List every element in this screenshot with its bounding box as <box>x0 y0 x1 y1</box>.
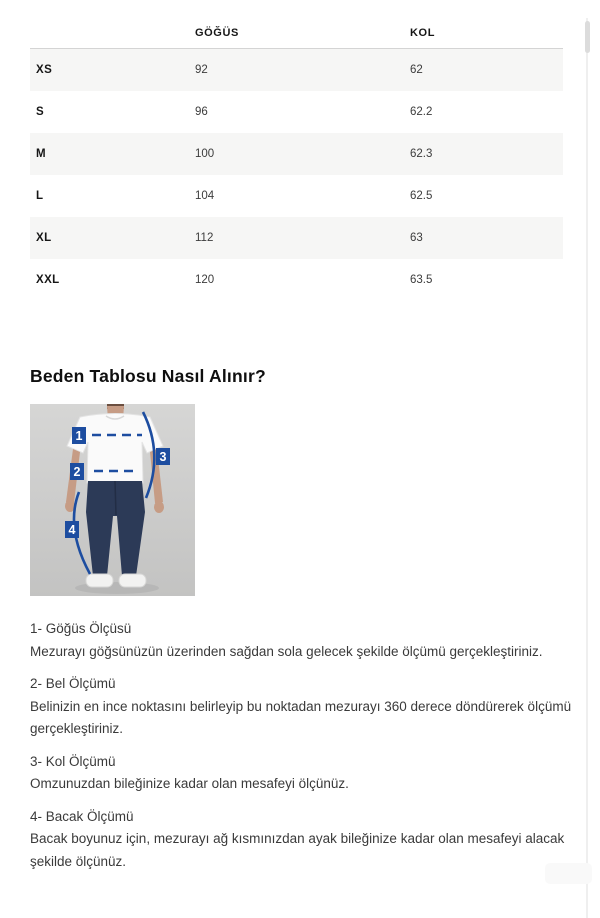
size-table <box>30 18 563 301</box>
table-cell-gogus: 104 <box>195 190 215 202</box>
table-cell-size: M <box>36 148 46 160</box>
table-cell-kol: 62.2 <box>410 106 433 118</box>
table-cell-size: L <box>36 190 44 202</box>
table-cell-size: XS <box>36 64 53 76</box>
marker-4-label: 4 <box>68 523 76 537</box>
measurement-steps <box>30 618 580 873</box>
step-description: Bacak boyunuz için, mezurayı ağ kısmınızdan ayak bileğinize kadar olan mesafeyi alacak şekilde ölçünüz. <box>30 831 565 869</box>
size-table-header <box>30 18 563 48</box>
table-cell-kol: 63.5 <box>410 274 433 286</box>
measurement-step <box>30 751 580 796</box>
column-header-kol: KOL <box>410 27 436 39</box>
table-cell-kol: 62.3 <box>410 148 433 160</box>
size-guide-figure <box>30 404 195 596</box>
table-row <box>30 259 563 301</box>
step-title: 2- Bel Ölçümü <box>30 676 116 691</box>
table-cell-kol: 62.5 <box>410 190 433 202</box>
size-table-body <box>30 48 563 301</box>
table-row <box>30 175 563 217</box>
scrollbar-track[interactable] <box>586 18 588 918</box>
table-cell-gogus: 96 <box>195 106 208 118</box>
table-cell-gogus: 92 <box>195 64 208 76</box>
guide-heading: Beden Tablosu Nasıl Alınır? <box>30 366 266 386</box>
step-title: 3- Kol Ölçümü <box>30 753 116 769</box>
marker-2-badge <box>70 463 84 480</box>
step-description: Belinizin en ince noktasını belirleyip bu noktadan mezurayı 360 derece döndürerek ölçümü gerçekleştiriniz. <box>30 698 572 736</box>
table-cell-kol: 62 <box>410 64 423 76</box>
measurement-step <box>30 806 580 874</box>
measurement-step <box>30 673 580 741</box>
marker-3-label: 3 <box>159 450 167 464</box>
table-cell-gogus: 120 <box>195 274 215 286</box>
table-cell-size: S <box>36 106 45 118</box>
table-cell-gogus: 112 <box>195 232 214 244</box>
faded-corner-artifact <box>545 863 592 884</box>
scrollbar-thumb[interactable] <box>585 21 590 53</box>
marker-3-badge <box>156 448 170 465</box>
table-row <box>30 217 563 259</box>
measurement-step <box>30 618 580 663</box>
marker-2-label: 2 <box>73 465 81 479</box>
marker-4-badge <box>65 521 79 538</box>
marker-1-label: 1 <box>75 429 83 443</box>
table-cell-size: XL <box>36 232 52 244</box>
column-header-gogus: GÖĞÜS <box>195 27 239 39</box>
step-description: Omzunuzdan bileğinize kadar olan mesafeyi ölçünüz. <box>30 776 349 791</box>
table-row <box>30 91 563 133</box>
table-cell-size: XXL <box>36 274 60 286</box>
table-cell-kol: 63 <box>410 232 423 244</box>
step-description: Mezurayı göğsünüzün üzerinden sağdan sola gelecek şekilde ölçümü gerçekleştiriniz. <box>30 643 543 659</box>
table-row <box>30 133 563 175</box>
table-cell-gogus: 100 <box>195 148 215 160</box>
marker-1-badge <box>72 427 86 444</box>
step-title: 4- Bacak Ölçümü <box>30 808 134 824</box>
measurement-figure-image <box>30 404 195 596</box>
table-row <box>30 49 563 91</box>
step-title: 1- Göğüs Ölçüsü <box>30 621 132 636</box>
